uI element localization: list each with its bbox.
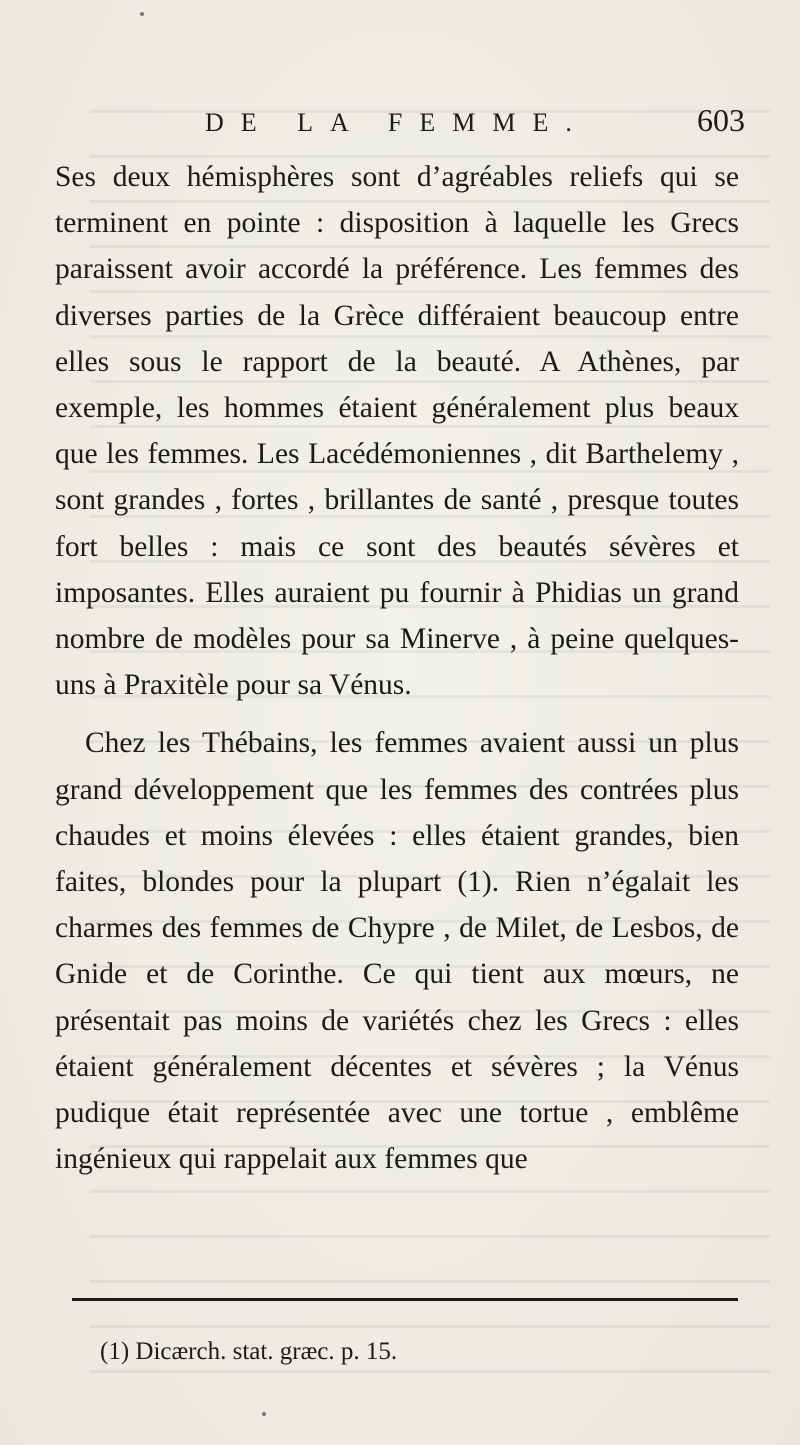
paragraph-2: Chez les Thébains, les femmes avaient aussi un plus grand développement que les femmes des contrées plus chaudes et moins élevées : elles étaient grandes, bien faites, blondes pour la plupart (1). Rien n’égalait les charmes des femmes de Chypre , de Milet, de Lesbos, de Gnide et de Corinthe. Ce qui tient aux mœurs, ne présentait pas moins de variétés chez les Grecs : elles étaient généralement décentes et sévères ; la Vénus pudique était représentée avec une tortue , emblême ingénieux qui rappelait aux femmes que xyxy=(55,727,739,1176)
page-number: 603 xyxy=(697,102,745,138)
speck xyxy=(140,12,144,16)
footnote: (1) Dicærch. stat. græc. p. 15. xyxy=(100,1338,398,1365)
body-text xyxy=(55,154,739,1182)
footnote-rule xyxy=(72,1298,738,1301)
running-title: DE LA FEMME. xyxy=(205,108,589,137)
speck xyxy=(262,1412,266,1416)
page-header xyxy=(55,98,745,146)
paragraph-1: Ses deux hémisphères sont d’agréables reliefs qui se terminent en pointe : disposition à laquelle les Grecs paraissent avoir accordé la préférence. Les femmes des diverses parties de la Grèce différaient beaucoup entre elles sous le rapport de la beauté. A Athènes, par exemple, les hommes étaient généralement plus beaux que les femmes. Les Lacédémoniennes , dit Barthelemy , sont grandes , fortes , brillantes de santé , presque toutes fort belles : mais ce sont des beautés sévères et imposantes. Elles auraient pu fournir à Phidias un grand nombre de modèles pour sa Minerve , à peine quelques-uns à Praxitèle pour sa Vénus. xyxy=(55,161,739,702)
